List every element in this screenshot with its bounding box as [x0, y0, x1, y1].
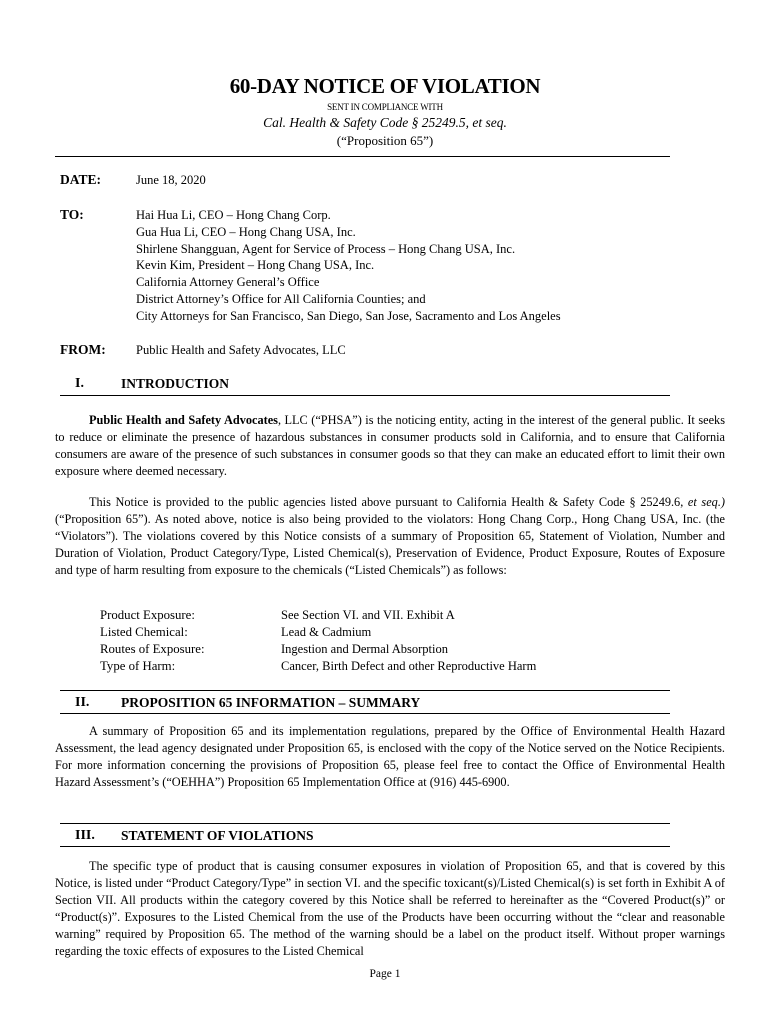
- summary-label-harm: Type of Harm:: [100, 659, 176, 673]
- section-2-title: PROPOSITION 65 INFORMATION – SUMMARY: [121, 695, 421, 710]
- to-recipients: [136, 207, 561, 325]
- section-3-top-divider: [60, 823, 670, 824]
- recipient-line: District Attorney’s Office for All California Counties; and: [136, 291, 426, 306]
- date-label: DATE:: [60, 172, 102, 187]
- intro-paragraph-2: [55, 494, 725, 579]
- header-divider: [55, 156, 670, 157]
- section-3-divider: [60, 846, 670, 847]
- summary-label-product-exposure: Product Exposure:: [100, 608, 195, 622]
- violations-paragraph-text: The specific type of product that is causing consumer exposures in violation of Proposition 65, and that is covered by this Notice, is listed under “Product Category/Type” in section VI. and the specific toxicant(s)/Listed Chemical(s) is set forth in Exhibit A of Section VII. All products within the category covered by this Notice shall be referred to hereinafter as the “Covered Product(s)” or “Product(s)”. Exposures to the Listed Chemical from the use of the Products have been occurring without the “clear and reasonable warning” required by Proposition 65. The method of the warning should be a label on the product itself. Without proper warnings regarding the toxic effects of exposures to the Listed Chemical: [55, 859, 725, 958]
- notice-title: 60-DAY NOTICE OF VIOLATION: [229, 74, 541, 98]
- code-citation-line: Cal. Health & Safety Code § 25249.5, et seq.: [263, 115, 507, 130]
- page-number: Page 1: [369, 968, 401, 980]
- recipient-line: California Attorney General’s Office: [136, 275, 320, 290]
- section-1-divider: [60, 395, 670, 396]
- section-1-number: I.: [75, 376, 84, 391]
- recipient-line: Gua Hua Li, CEO – Hong Chang USA, Inc.: [136, 224, 356, 239]
- summary-paragraph-text: A summary of Proposition 65 and its implementation regulations, prepared by the Office of Environmental Health Hazard Assessment, the lead agency designated under Proposition 65, is enclosed with the copy of the Notice served on the Notice Recipients. For more information concerning the provisions of Proposition 65, please feel free to contact the Office of Environmental Health Hazard Assessment’s (“OEHHA”) Proposition 65 Implementation Office at (916) 445-6900.: [55, 724, 725, 789]
- section-1-title: INTRODUCTION: [121, 376, 230, 391]
- recipient-line: Shirlene Shangguan, Agent for Service of Process – Hong Chang USA, Inc.: [136, 241, 516, 256]
- summary-value-routes: Ingestion and Dermal Absorption: [281, 642, 448, 656]
- from-value: Public Health and Safety Advocates, LLC: [136, 343, 346, 357]
- from-label: FROM:: [60, 342, 106, 357]
- section-3-number: III.: [75, 828, 95, 843]
- intro-paragraph-1: [55, 412, 725, 480]
- et-seq: et seq.): [687, 495, 725, 509]
- summary-value-product-exposure: See Section VI. and VII. Exhibit A: [281, 608, 455, 622]
- phsa-name: Public Health and Safety Advocates: [89, 413, 278, 427]
- violations-paragraph: [55, 858, 725, 960]
- proposition-line: (“Proposition 65”): [336, 133, 434, 148]
- date-value: June 18, 2020: [136, 173, 206, 187]
- section-3-title: STATEMENT OF VIOLATIONS: [121, 828, 314, 843]
- recipient-line: Hai Hua Li, CEO – Hong Chang Corp.: [136, 208, 331, 222]
- summary-paragraph: [55, 723, 725, 791]
- sent-in-compliance-line: SENT IN COMPLIANCE WITH: [327, 102, 443, 112]
- intro-paragraph-1-text: , LLC (“PHSA”) is the noticing entity, acting in the interest of the general public. It seeks to reduce or eliminate the presence of hazardous substances in consumer products sold in California, and to ensure that California consumers are aware of the presence of such substances in consumer goods so that they can make an educated effort to limit their own exposure where deemed necessary.: [55, 413, 725, 478]
- summary-value-listed-chemical: Lead & Cadmium: [281, 625, 372, 639]
- recipient-line: City Attorneys for San Francisco, San Diego, San Jose, Sacramento and Los Angeles: [136, 308, 561, 323]
- section-2-divider: [60, 713, 670, 714]
- summary-value-harm: Cancer, Birth Defect and other Reproductive Harm: [281, 659, 537, 673]
- to-label: TO:: [60, 207, 84, 222]
- section-2-number: II.: [75, 695, 90, 710]
- intro-paragraph-2-text-a: This Notice is provided to the public agencies listed above pursuant to California Health & Safety Code § 25249.6,: [89, 495, 688, 509]
- summary-label-routes: Routes of Exposure:: [100, 642, 205, 656]
- summary-label-listed-chemical: Listed Chemical:: [100, 625, 188, 639]
- recipient-line: Kevin Kim, President – Hong Chang USA, Inc.: [136, 258, 375, 273]
- intro-paragraph-2-text-b: (“Proposition 65”). As noted above, notice is also being provided to the violators: Hong Chang Corp., Hong Chang USA, Inc. (the “Violators”). The violations covered by this Notice consists of a summary of Proposition 65, Statement of Violation, Number and Duration of Violation, Product Category/Type, Listed Chemical(s), Preservation of Evidence, Product Exposure, Routes of Exposure and type of harm resulting from exposure to the chemicals (“Listed Chemicals”) as follows:: [55, 512, 725, 577]
- section-2-top-divider: [60, 690, 670, 691]
